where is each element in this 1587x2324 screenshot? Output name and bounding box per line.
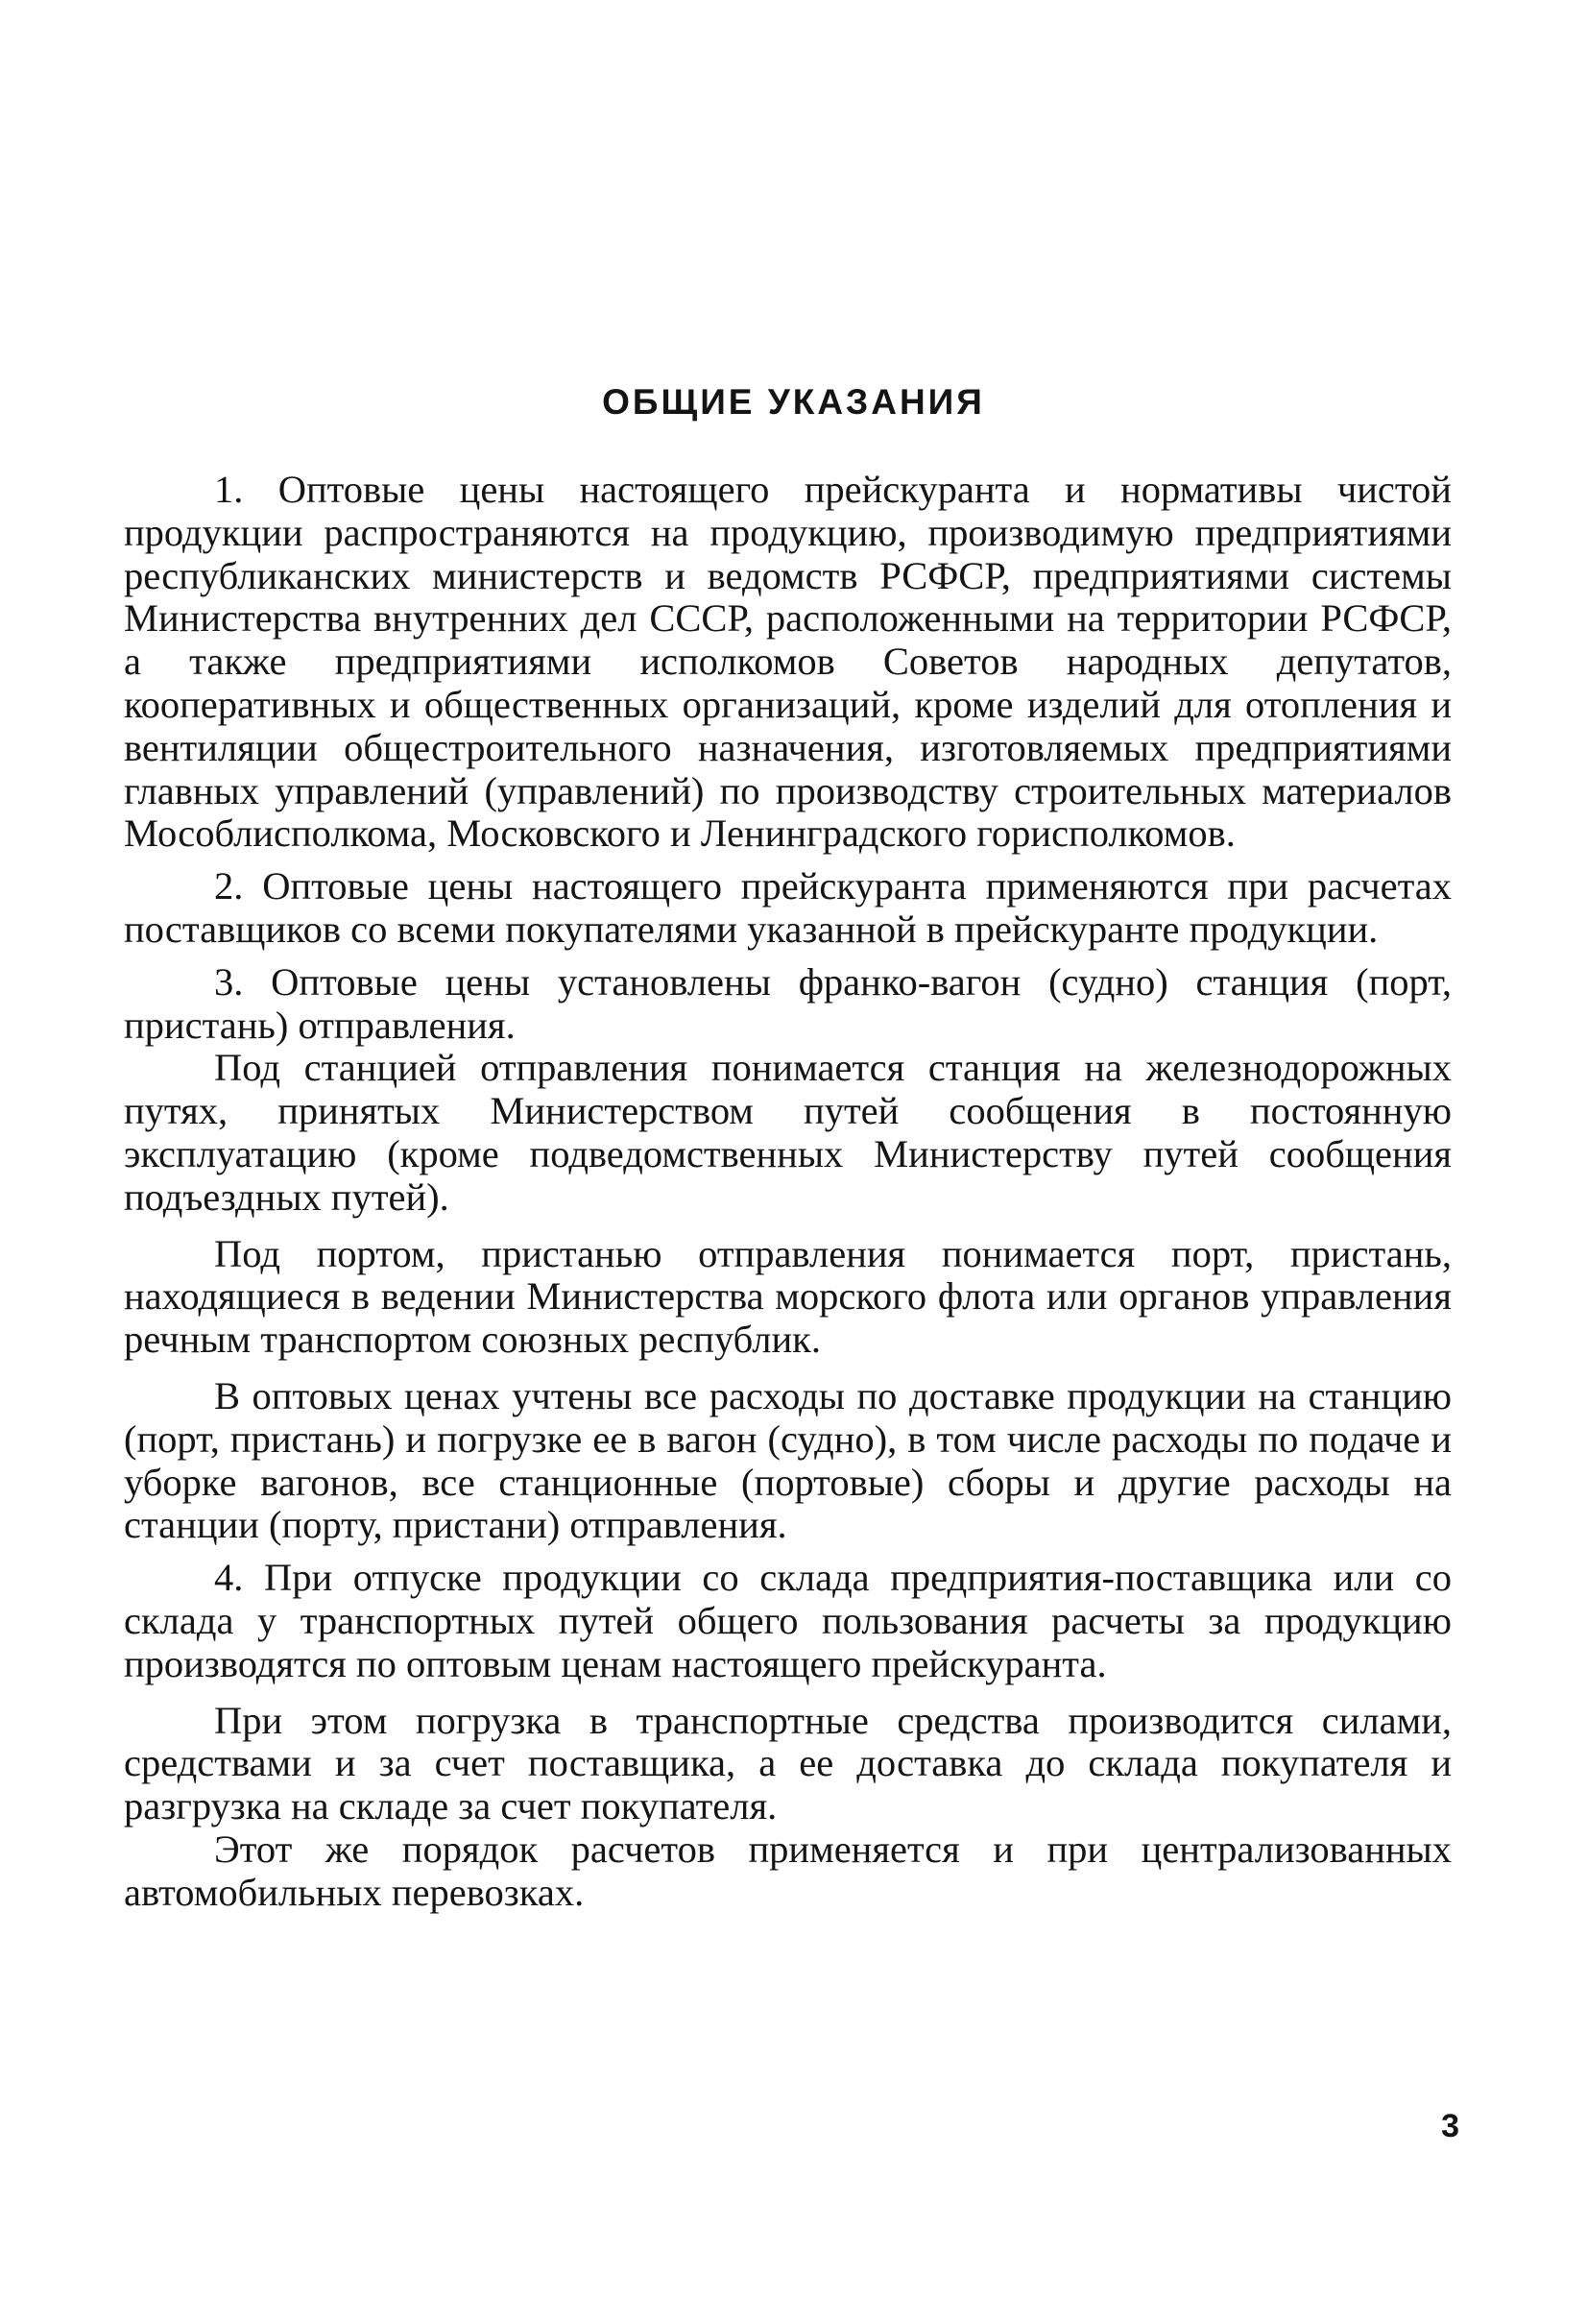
paragraph-1: 1. Оптовые цены настоящего прейскуранта и нормативы чистой продукции распространяются на продукцию, производимую предприятиями республиканских министерств и ведомств РСФСР, предприятиями системы Министерства внутренних дел СССР, расположенными на территории РСФСР, а также предприятиями исполкомов Советов народных депутатов, кооперативных и общественных организаций, кроме изделий для отопления и вентиляции общестроительного назначения, изготовляемых предприятиями главных управлений (управлений) по производству строительных материалов Мособлисполкома, Московского и Ленинградского горисполкомов. <box>124 468 1452 856</box>
paragraph-6: В оптовых ценах учтены все расходы по доставке продукции на станцию (порт, пристань) и погрузке ее в вагон (судно), в том числе расходы по подаче и уборке вагонов, все станционные (портовые) сборы и другие расходы на станции (порту, пристани) отправления. <box>124 1373 1452 1547</box>
paragraph-7: 4. При отпуске продукции со склада предприятия-поставщика или со склада у транспортных путей общего пользования расчеты за продукцию производятся по оптовым ценам настоящего прейскуранта. <box>124 1556 1452 1685</box>
page-number: 3 <box>1441 2108 1459 2144</box>
paragraph-9: Этот же порядок расчетов применяется и при централизованных автомобильных перевозках. <box>124 1827 1452 1914</box>
body-text <box>124 469 1452 1915</box>
section-heading: ОБЩИЕ УКАЗАНИЯ <box>602 382 985 422</box>
paragraph-8: При этом погрузка в транспортные средства производится силами, средствами и за счет поставщика, а ее доставка до склада покупателя и разгрузка на складе за счет покупателя. <box>124 1698 1452 1828</box>
paragraph-2: 2. Оптовые цены настоящего прейскуранта применяются при расчетах поставщиков со всеми покупателями указанной в прейскуранте продукции. <box>124 864 1452 951</box>
paragraph-4: Под станцией отправления понимается станция на железнодорожных путях, принятых Министерством путей сообщения в постоянную эксплуатацию (кроме подведомственных Министерству путей сообщения подъездных путей). <box>124 1046 1452 1219</box>
paragraph-5: Под портом, пристанью отправления понимается порт, пристань, находящиеся в ведении Министерства морского флота или органов управления речным транспортом союзных республик. <box>124 1231 1452 1362</box>
paragraph-3: 3. Оптовые цены установлены франко-вагон (судно) станция (порт, пристань) отправления. <box>124 959 1452 1047</box>
